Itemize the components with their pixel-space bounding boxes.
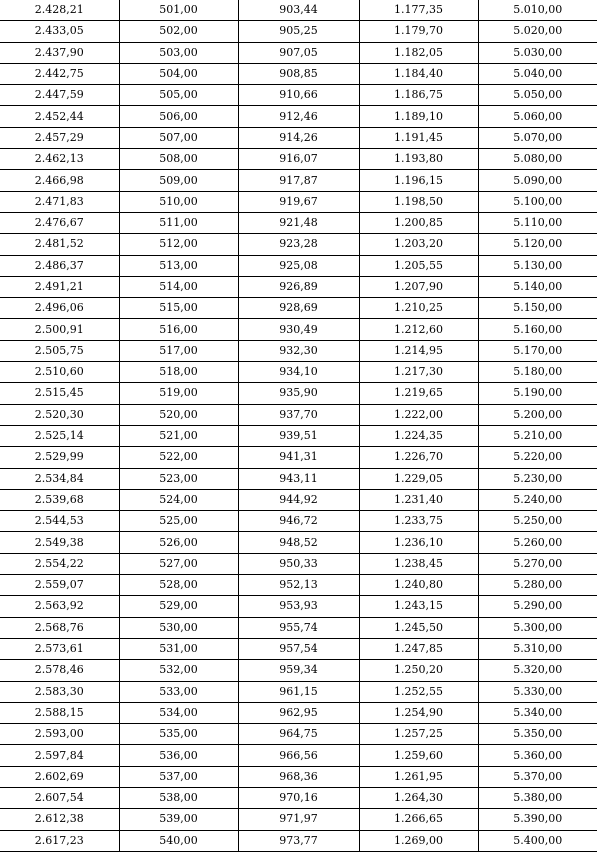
table-cell: 941,31 <box>238 447 359 468</box>
table-cell: 917,87 <box>238 170 359 191</box>
table-cell: 1.177,35 <box>359 0 478 21</box>
table-cell: 5.300,00 <box>478 617 597 638</box>
table-cell: 903,44 <box>238 0 359 21</box>
table-cell: 5.080,00 <box>478 149 597 170</box>
table-cell: 2.496,06 <box>0 298 119 319</box>
table-cell: 2.510,60 <box>0 362 119 383</box>
table-cell: 5.350,00 <box>478 724 597 745</box>
table-cell: 2.481,52 <box>0 234 119 255</box>
table-cell: 535,00 <box>119 724 238 745</box>
table-cell: 504,00 <box>119 63 238 84</box>
table-row <box>0 468 597 489</box>
table-cell: 2.568,76 <box>0 617 119 638</box>
table-cell: 962,95 <box>238 702 359 723</box>
table-cell: 5.220,00 <box>478 447 597 468</box>
table-cell: 520,00 <box>119 404 238 425</box>
table-cell: 513,00 <box>119 255 238 276</box>
table-cell: 1.198,50 <box>359 191 478 212</box>
table-cell: 5.260,00 <box>478 532 597 553</box>
table-cell: 1.184,40 <box>359 63 478 84</box>
table-cell: 509,00 <box>119 170 238 191</box>
table-cell: 921,48 <box>238 212 359 233</box>
table-cell: 2.447,59 <box>0 85 119 106</box>
table-cell: 507,00 <box>119 127 238 148</box>
table-cell: 2.573,61 <box>0 638 119 659</box>
table-cell: 1.243,15 <box>359 596 478 617</box>
table-cell: 5.320,00 <box>478 660 597 681</box>
table-row <box>0 489 597 510</box>
table-row <box>0 63 597 84</box>
table-cell: 5.040,00 <box>478 63 597 84</box>
table-cell: 2.433,05 <box>0 21 119 42</box>
table-cell: 1.217,30 <box>359 362 478 383</box>
table-cell: 539,00 <box>119 809 238 830</box>
table-cell: 2.452,44 <box>0 106 119 127</box>
table-cell: 2.612,38 <box>0 809 119 830</box>
table-cell: 910,66 <box>238 85 359 106</box>
table-cell: 1.238,45 <box>359 553 478 574</box>
table-cell: 516,00 <box>119 319 238 340</box>
table-cell: 5.070,00 <box>478 127 597 148</box>
table-cell: 1.189,10 <box>359 106 478 127</box>
table-cell: 5.310,00 <box>478 638 597 659</box>
table-cell: 1.200,85 <box>359 212 478 233</box>
table-cell: 5.150,00 <box>478 298 597 319</box>
table-cell: 1.224,35 <box>359 425 478 446</box>
table-cell: 964,75 <box>238 724 359 745</box>
table-cell: 2.578,46 <box>0 660 119 681</box>
table-cell: 2.602,69 <box>0 766 119 787</box>
table-row <box>0 191 597 212</box>
table-cell: 905,25 <box>238 21 359 42</box>
table-cell: 5.390,00 <box>478 809 597 830</box>
table-cell: 5.360,00 <box>478 745 597 766</box>
table-cell: 2.593,00 <box>0 724 119 745</box>
table-cell: 527,00 <box>119 553 238 574</box>
table-cell: 514,00 <box>119 276 238 297</box>
table-cell: 5.210,00 <box>478 425 597 446</box>
table-cell: 919,67 <box>238 191 359 212</box>
table-cell: 2.525,14 <box>0 425 119 446</box>
table-cell: 5.290,00 <box>478 596 597 617</box>
table-cell: 1.261,95 <box>359 766 478 787</box>
table-cell: 1.191,45 <box>359 127 478 148</box>
table-cell: 529,00 <box>119 596 238 617</box>
table-row <box>0 404 597 425</box>
table-row <box>0 617 597 638</box>
table-cell: 939,51 <box>238 425 359 446</box>
table-cell: 1.254,90 <box>359 702 478 723</box>
table-cell: 5.230,00 <box>478 468 597 489</box>
table-cell: 1.269,00 <box>359 830 478 851</box>
table-cell: 1.231,40 <box>359 489 478 510</box>
table-cell: 511,00 <box>119 212 238 233</box>
table-row <box>0 425 597 446</box>
table-row <box>0 724 597 745</box>
table-row <box>0 681 597 702</box>
table-cell: 932,30 <box>238 340 359 361</box>
table-row <box>0 276 597 297</box>
table-row <box>0 830 597 851</box>
table-cell: 2.486,37 <box>0 255 119 276</box>
table-row <box>0 149 597 170</box>
table-row <box>0 745 597 766</box>
table-cell: 5.100,00 <box>478 191 597 212</box>
table-cell: 2.462,13 <box>0 149 119 170</box>
table-cell: 5.170,00 <box>478 340 597 361</box>
table-cell: 1.196,15 <box>359 170 478 191</box>
table-cell: 1.193,80 <box>359 149 478 170</box>
table-cell: 5.120,00 <box>478 234 597 255</box>
table-cell: 1.229,05 <box>359 468 478 489</box>
table-cell: 955,74 <box>238 617 359 638</box>
table-cell: 5.240,00 <box>478 489 597 510</box>
table-cell: 952,13 <box>238 575 359 596</box>
table-cell: 525,00 <box>119 511 238 532</box>
table-cell: 1.203,20 <box>359 234 478 255</box>
table-cell: 2.500,91 <box>0 319 119 340</box>
table-cell: 1.179,70 <box>359 21 478 42</box>
table-cell: 531,00 <box>119 638 238 659</box>
table-cell: 532,00 <box>119 660 238 681</box>
table-cell: 2.428,21 <box>0 0 119 21</box>
table-cell: 1.210,25 <box>359 298 478 319</box>
table-cell: 538,00 <box>119 787 238 808</box>
table-cell: 1.236,10 <box>359 532 478 553</box>
table-row <box>0 766 597 787</box>
table-cell: 508,00 <box>119 149 238 170</box>
table-cell: 957,54 <box>238 638 359 659</box>
table-cell: 5.140,00 <box>478 276 597 297</box>
table-cell: 2.539,68 <box>0 489 119 510</box>
table-cell: 2.515,45 <box>0 383 119 404</box>
table-cell: 523,00 <box>119 468 238 489</box>
table-cell: 2.437,90 <box>0 42 119 63</box>
table-row <box>0 809 597 830</box>
table-cell: 1.264,30 <box>359 787 478 808</box>
table-cell: 1.207,90 <box>359 276 478 297</box>
table-cell: 536,00 <box>119 745 238 766</box>
table-row <box>0 85 597 106</box>
table-cell: 1.250,20 <box>359 660 478 681</box>
table-cell: 2.583,30 <box>0 681 119 702</box>
table-cell: 1.247,85 <box>359 638 478 659</box>
table-cell: 2.491,21 <box>0 276 119 297</box>
table-cell: 5.270,00 <box>478 553 597 574</box>
table-cell: 2.554,22 <box>0 553 119 574</box>
table-cell: 515,00 <box>119 298 238 319</box>
table-cell: 5.030,00 <box>478 42 597 63</box>
table-cell: 923,28 <box>238 234 359 255</box>
table-cell: 2.529,99 <box>0 447 119 468</box>
table-row <box>0 702 597 723</box>
table-cell: 5.330,00 <box>478 681 597 702</box>
table-cell: 1.240,80 <box>359 575 478 596</box>
table-cell: 961,15 <box>238 681 359 702</box>
table-cell: 506,00 <box>119 106 238 127</box>
table-cell: 2.588,15 <box>0 702 119 723</box>
table-cell: 1.266,65 <box>359 809 478 830</box>
table-cell: 1.182,05 <box>359 42 478 63</box>
table-cell: 935,90 <box>238 383 359 404</box>
table-cell: 2.544,53 <box>0 511 119 532</box>
table-cell: 2.563,92 <box>0 596 119 617</box>
table-cell: 5.280,00 <box>478 575 597 596</box>
table-cell: 518,00 <box>119 362 238 383</box>
table-cell: 503,00 <box>119 42 238 63</box>
table-cell: 948,52 <box>238 532 359 553</box>
table-row <box>0 447 597 468</box>
table-row <box>0 127 597 148</box>
table-cell: 926,89 <box>238 276 359 297</box>
table-cell: 934,10 <box>238 362 359 383</box>
table-cell: 540,00 <box>119 830 238 851</box>
table-cell: 1.233,75 <box>359 511 478 532</box>
table-row <box>0 298 597 319</box>
table-row <box>0 511 597 532</box>
table-cell: 2.597,84 <box>0 745 119 766</box>
table-cell: 522,00 <box>119 447 238 468</box>
table-cell: 908,85 <box>238 63 359 84</box>
table-cell: 524,00 <box>119 489 238 510</box>
table-row <box>0 42 597 63</box>
table-cell: 971,97 <box>238 809 359 830</box>
table-cell: 950,33 <box>238 553 359 574</box>
table-cell: 5.250,00 <box>478 511 597 532</box>
table-cell: 521,00 <box>119 425 238 446</box>
table-cell: 912,46 <box>238 106 359 127</box>
table-cell: 5.060,00 <box>478 106 597 127</box>
table-cell: 1.252,55 <box>359 681 478 702</box>
table-cell: 2.505,75 <box>0 340 119 361</box>
table-cell: 533,00 <box>119 681 238 702</box>
table-cell: 2.607,54 <box>0 787 119 808</box>
table-cell: 5.160,00 <box>478 319 597 340</box>
table-cell: 1.186,75 <box>359 85 478 106</box>
table-cell: 2.476,67 <box>0 212 119 233</box>
table-cell: 1.257,25 <box>359 724 478 745</box>
table-cell: 5.370,00 <box>478 766 597 787</box>
table-row <box>0 553 597 574</box>
table-row <box>0 0 597 21</box>
table-cell: 907,05 <box>238 42 359 63</box>
table-cell: 526,00 <box>119 532 238 553</box>
table-cell: 928,69 <box>238 298 359 319</box>
table-row <box>0 212 597 233</box>
table-cell: 2.520,30 <box>0 404 119 425</box>
table-cell: 959,34 <box>238 660 359 681</box>
table-row <box>0 660 597 681</box>
table-row <box>0 532 597 553</box>
table-cell: 528,00 <box>119 575 238 596</box>
table-cell: 953,93 <box>238 596 359 617</box>
table-cell: 944,92 <box>238 489 359 510</box>
table-cell: 966,56 <box>238 745 359 766</box>
table-row <box>0 596 597 617</box>
table-cell: 5.180,00 <box>478 362 597 383</box>
table-cell: 534,00 <box>119 702 238 723</box>
table-row <box>0 21 597 42</box>
table-cell: 973,77 <box>238 830 359 851</box>
table-cell: 2.549,38 <box>0 532 119 553</box>
table-cell: 930,49 <box>238 319 359 340</box>
table-cell: 925,08 <box>238 255 359 276</box>
table-cell: 2.617,23 <box>0 830 119 851</box>
table-cell: 5.130,00 <box>478 255 597 276</box>
table-cell: 2.559,07 <box>0 575 119 596</box>
table-cell: 519,00 <box>119 383 238 404</box>
table-cell: 530,00 <box>119 617 238 638</box>
table-cell: 1.214,95 <box>359 340 478 361</box>
table-cell: 1.259,60 <box>359 745 478 766</box>
table-cell: 2.442,75 <box>0 63 119 84</box>
table-row <box>0 106 597 127</box>
table-cell: 2.466,98 <box>0 170 119 191</box>
table-row <box>0 575 597 596</box>
table-cell: 512,00 <box>119 234 238 255</box>
table-cell: 1.245,50 <box>359 617 478 638</box>
table-cell: 510,00 <box>119 191 238 212</box>
table-row <box>0 170 597 191</box>
table-cell: 2.457,29 <box>0 127 119 148</box>
table-row <box>0 340 597 361</box>
table-cell: 946,72 <box>238 511 359 532</box>
table-row <box>0 319 597 340</box>
table-cell: 1.219,65 <box>359 383 478 404</box>
table-cell: 943,11 <box>238 468 359 489</box>
table-row <box>0 234 597 255</box>
table-cell: 5.020,00 <box>478 21 597 42</box>
table-cell: 537,00 <box>119 766 238 787</box>
table-cell: 1.212,60 <box>359 319 478 340</box>
table-row <box>0 362 597 383</box>
table-cell: 5.190,00 <box>478 383 597 404</box>
table-cell: 970,16 <box>238 787 359 808</box>
table-cell: 502,00 <box>119 21 238 42</box>
table-row <box>0 787 597 808</box>
table-cell: 914,26 <box>238 127 359 148</box>
table-row <box>0 638 597 659</box>
table-cell: 2.471,83 <box>0 191 119 212</box>
table-cell: 517,00 <box>119 340 238 361</box>
table-cell: 1.205,55 <box>359 255 478 276</box>
table-cell: 5.380,00 <box>478 787 597 808</box>
table-cell: 5.110,00 <box>478 212 597 233</box>
table-cell: 5.010,00 <box>478 0 597 21</box>
table-cell: 1.222,00 <box>359 404 478 425</box>
table-cell: 505,00 <box>119 85 238 106</box>
table-row <box>0 255 597 276</box>
table-cell: 968,36 <box>238 766 359 787</box>
table-cell: 501,00 <box>119 0 238 21</box>
table-cell: 5.340,00 <box>478 702 597 723</box>
table-cell: 937,70 <box>238 404 359 425</box>
table-cell: 5.200,00 <box>478 404 597 425</box>
table-row <box>0 383 597 404</box>
table-cell: 5.090,00 <box>478 170 597 191</box>
table-cell: 916,07 <box>238 149 359 170</box>
table-cell: 1.226,70 <box>359 447 478 468</box>
table-cell: 5.400,00 <box>478 830 597 851</box>
table-cell: 5.050,00 <box>478 85 597 106</box>
table-cell: 2.534,84 <box>0 468 119 489</box>
